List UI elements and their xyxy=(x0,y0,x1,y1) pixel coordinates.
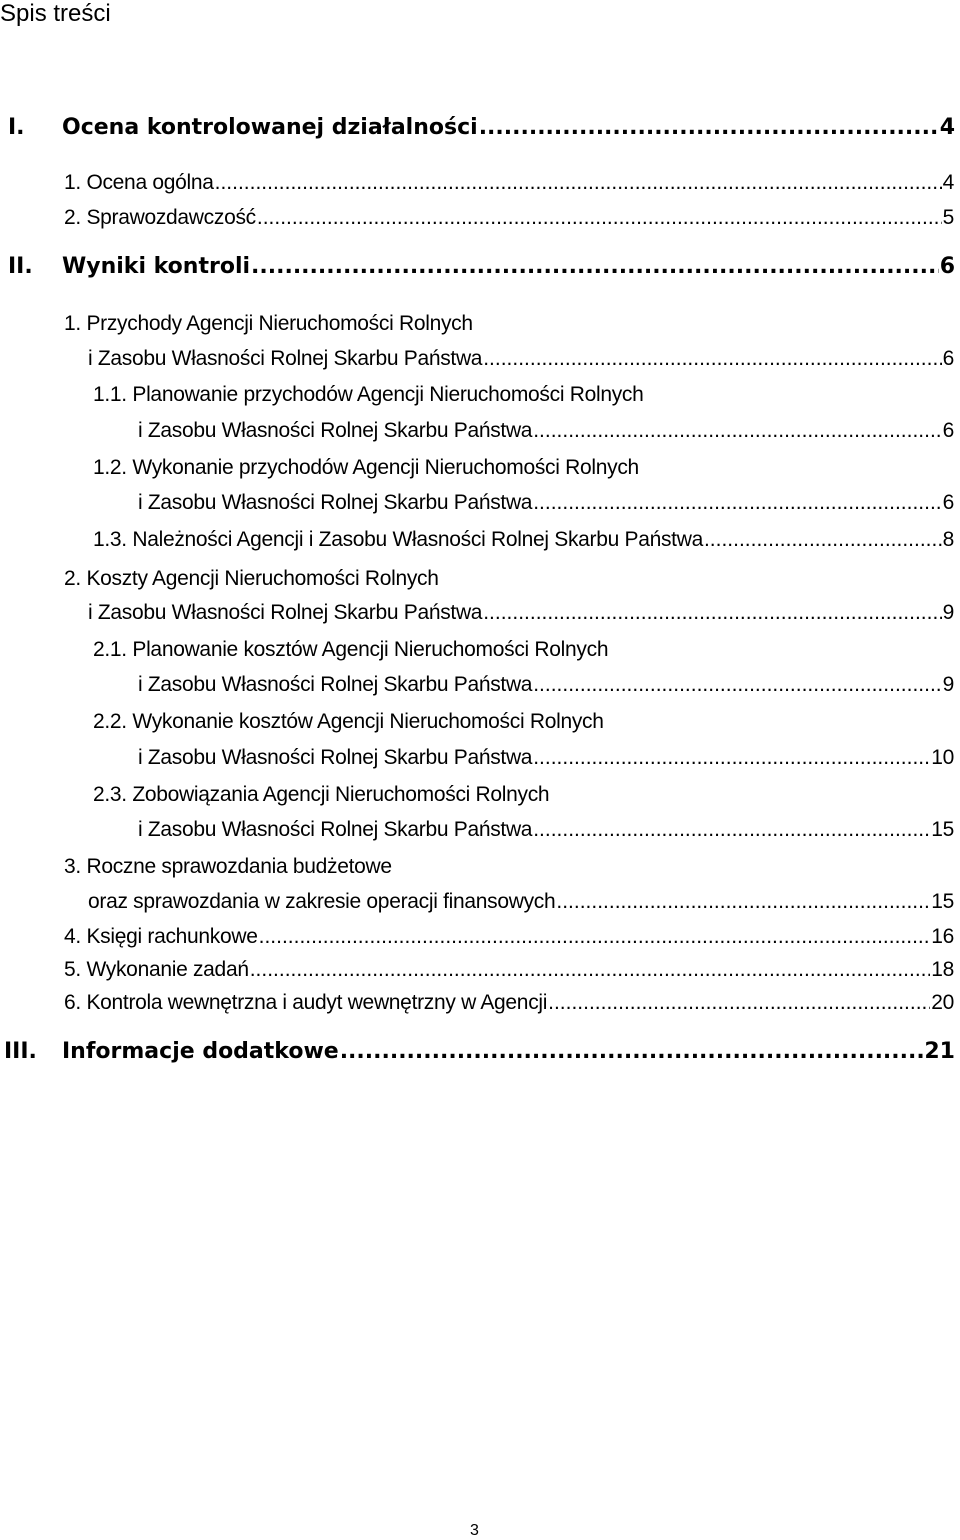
toc-entry[interactable] xyxy=(62,112,955,142)
toc-leader-dots xyxy=(259,925,931,949)
toc-page-number: 6 xyxy=(942,347,954,370)
toc-leader-dots xyxy=(533,818,930,842)
toc-page-number: 6 xyxy=(939,253,955,279)
toc-roman-numeral: I. xyxy=(8,114,25,140)
toc-entry-title: i Zasobu Własności Rolnej Skarbu Państwa xyxy=(138,673,533,696)
toc-entry[interactable] xyxy=(93,780,549,810)
toc-leader-dots xyxy=(250,958,931,982)
toc-leader-dots xyxy=(533,491,941,515)
toc-entry[interactable] xyxy=(64,922,954,952)
toc-entry[interactable] xyxy=(93,525,954,555)
toc-leader-dots xyxy=(251,254,939,279)
toc-entry-title: 2.3. Zobowiązania Agencji Nieruchomości Rolnych xyxy=(93,783,550,806)
toc-entry-title: i Zasobu Własności Rolnej Skarbu Państwa xyxy=(138,746,533,769)
toc-page-number: 9 xyxy=(942,673,954,696)
toc-leader-dots xyxy=(533,673,941,697)
toc-roman-numeral: II. xyxy=(8,253,33,279)
toc-entry[interactable] xyxy=(64,203,954,233)
toc-entry[interactable] xyxy=(64,168,954,198)
toc-entry-title: i Zasobu Własności Rolnej Skarbu Państwa xyxy=(88,347,483,370)
toc-entry-title: 5. Wykonanie zadań xyxy=(64,958,249,981)
toc-entry-title: 1.1. Planowanie przychodów Agencji Nieruchomości Rolnych xyxy=(93,383,644,406)
toc-leader-dots xyxy=(215,171,942,195)
toc-page-number: 20 xyxy=(931,991,954,1014)
toc-page-number: 15 xyxy=(931,818,954,841)
toc-entry-continuation[interactable] xyxy=(138,416,954,446)
toc-entry-continuation[interactable] xyxy=(138,670,954,700)
toc-leader-dots xyxy=(483,347,941,371)
toc-entry[interactable] xyxy=(64,988,954,1018)
toc-leader-dots xyxy=(548,991,930,1015)
toc-entry-title: i Zasobu Własności Rolnej Skarbu Państwa xyxy=(88,601,483,624)
toc-entry-continuation[interactable] xyxy=(138,743,954,773)
toc-entry-title: 2. Sprawozdawczość xyxy=(64,206,256,229)
toc-entry-continuation[interactable] xyxy=(88,887,954,917)
toc-entry-title: 4. Księgi rachunkowe xyxy=(64,925,258,948)
toc-page-number: 16 xyxy=(931,925,954,948)
toc-entry[interactable] xyxy=(64,564,439,594)
toc-entry-continuation[interactable] xyxy=(138,815,954,845)
toc-entry-title: 2.1. Planowanie kosztów Agencji Nieruchomości Rolnych xyxy=(93,638,609,661)
toc-entry-title: 2. Koszty Agencji Nieruchomości Rolnych xyxy=(64,567,439,590)
toc-page-number: 15 xyxy=(931,890,954,913)
toc-entry-title: 1. Przychody Agencji Nieruchomości Rolnych xyxy=(64,312,473,335)
toc-roman-numeral: III. xyxy=(4,1038,37,1064)
toc-leader-dots xyxy=(340,1039,924,1064)
toc-entry[interactable] xyxy=(62,1036,955,1066)
toc-page-number: 6 xyxy=(942,491,954,514)
toc-entry-title: Informacje dodatkowe xyxy=(62,1038,339,1064)
toc-page-number: 5 xyxy=(942,206,954,229)
toc-entry-continuation[interactable] xyxy=(138,488,954,518)
toc-leader-dots xyxy=(533,746,930,770)
toc-entry[interactable] xyxy=(64,852,392,882)
toc-entry[interactable] xyxy=(64,309,473,339)
toc-page-number: 6 xyxy=(942,419,954,442)
footer-page-number: 3 xyxy=(470,1522,479,1539)
toc-entry-title: i Zasobu Własności Rolnej Skarbu Państwa xyxy=(138,491,533,514)
toc-entry[interactable] xyxy=(62,251,955,281)
toc-leader-dots xyxy=(479,115,939,140)
toc-page-number: 21 xyxy=(924,1038,955,1064)
toc-entry-continuation[interactable] xyxy=(88,598,954,628)
toc-entry-title: Wyniki kontroli xyxy=(62,253,251,279)
toc-page-number: 4 xyxy=(942,171,954,194)
toc-page-number: 10 xyxy=(931,746,954,769)
toc-entry-title: 1.2. Wykonanie przychodów Agencji Nieruchomości Rolnych xyxy=(93,456,639,479)
toc-page-number: 4 xyxy=(939,114,955,140)
toc-entry-title: 6. Kontrola wewnętrzna i audyt wewnętrzny w Agencji xyxy=(64,991,548,1014)
toc-leader-dots xyxy=(704,528,942,552)
toc-leader-dots xyxy=(483,601,941,625)
toc-leader-dots xyxy=(533,419,941,443)
toc-entry-title: Ocena kontrolowanej działalności xyxy=(62,114,478,140)
toc-page-number: 8 xyxy=(942,528,954,551)
toc-entry[interactable] xyxy=(93,707,604,737)
toc-entry-title: 3. Roczne sprawozdania budżetowe xyxy=(64,855,392,878)
toc-entry-title: 1. Ocena ogólna xyxy=(64,171,214,194)
toc-entry-title: oraz sprawozdania w zakresie operacji finansowych xyxy=(88,890,556,913)
toc-entry-title: i Zasobu Własności Rolnej Skarbu Państwa xyxy=(138,419,533,442)
toc-entry-title: 2.2. Wykonanie kosztów Agencji Nieruchomości Rolnych xyxy=(93,710,604,733)
toc-entry[interactable] xyxy=(93,380,644,410)
toc-entry-title: 1.3. Należności Agencji i Zasobu Własności Rolnej Skarbu Państwa xyxy=(93,528,703,551)
toc-entry-continuation[interactable] xyxy=(88,344,954,374)
toc-page-number: 18 xyxy=(931,958,954,981)
toc-leader-dots xyxy=(257,206,942,230)
page-title: Spis treści xyxy=(0,0,111,27)
toc-entry[interactable] xyxy=(93,453,639,483)
toc-page-number: 9 xyxy=(942,601,954,624)
toc-entry[interactable] xyxy=(93,635,608,665)
toc-leader-dots xyxy=(556,890,930,914)
toc-entry-title: i Zasobu Własności Rolnej Skarbu Państwa xyxy=(138,818,533,841)
toc-entry[interactable] xyxy=(64,955,954,985)
